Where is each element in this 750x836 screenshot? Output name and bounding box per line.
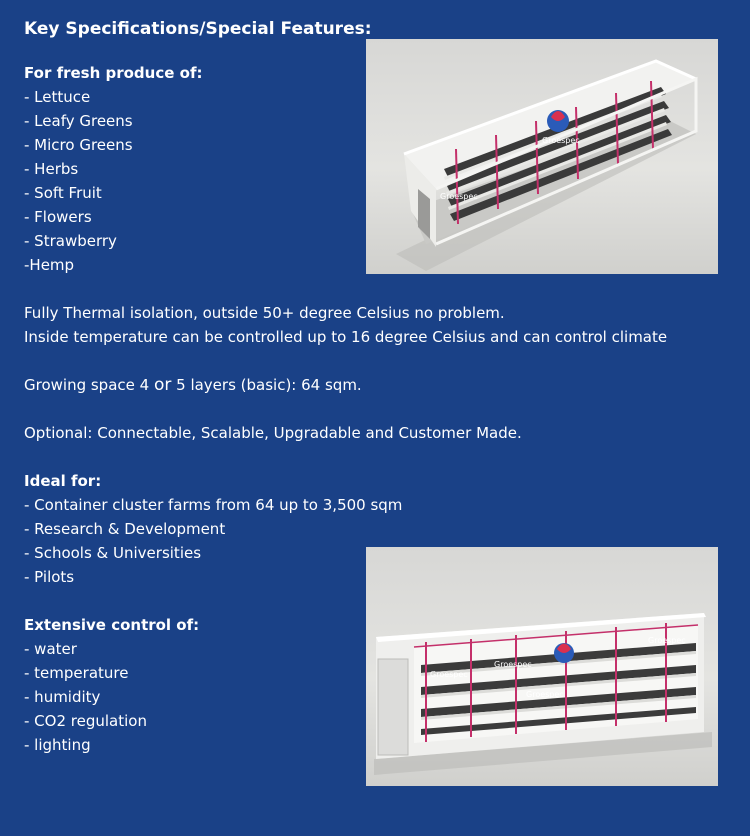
- list-item: - Strawberry: [24, 232, 117, 250]
- list-item: - Lettuce: [24, 88, 91, 106]
- container-illustration-2: [366, 547, 718, 786]
- thermal-section: [24, 301, 667, 349]
- growing-or: or: [153, 375, 172, 395]
- list-item: - Research & Development: [24, 520, 226, 538]
- produce-heading: For fresh produce of:: [24, 64, 203, 82]
- list-item: -Hemp: [24, 256, 75, 274]
- growing-pre: Growing space 4: [24, 376, 154, 394]
- list-item: - Flowers: [24, 208, 92, 226]
- optional-section: [24, 421, 522, 445]
- control-section: [24, 613, 199, 757]
- thermal-line-2: Inside temperature can be controlled up to 16 degree Celsius and can control climate: [24, 328, 668, 346]
- list-item: - Leafy Greens: [24, 112, 133, 130]
- growing-post: 5 layers (basic): 64 sqm.: [171, 376, 362, 394]
- ideal-heading: Ideal for:: [24, 472, 102, 490]
- brand-text: Groespec: [542, 136, 580, 145]
- list-item: - temperature: [24, 664, 129, 682]
- list-item: - Herbs: [24, 160, 79, 178]
- container-render-2: [366, 547, 718, 786]
- thermal-line-1: Fully Thermal isolation, outside 50+ degree Celsius no problem.: [24, 304, 505, 322]
- brand-text: Groespec: [526, 690, 564, 699]
- optional-line: Optional: Connectable, Scalable, Upgradable and Customer Made.: [24, 424, 522, 442]
- list-item: - CO2 regulation: [24, 712, 147, 730]
- brand-text: Groespec: [494, 660, 532, 669]
- brand-text: Groespec: [430, 670, 468, 679]
- brand-text: Groespec: [440, 192, 478, 201]
- growing-space-line: [24, 373, 362, 397]
- brand-text: Groespec: [648, 636, 686, 645]
- growing-space-section: [24, 373, 362, 397]
- page-title: Key Specifications/Special Features:: [24, 19, 372, 39]
- container-render-1: [366, 39, 718, 274]
- container-illustration-1: [366, 39, 718, 274]
- list-item: - Container cluster farms from 64 up to 3,500 sqm: [24, 496, 403, 514]
- list-item: - Pilots: [24, 568, 75, 586]
- control-heading: Extensive control of:: [24, 616, 200, 634]
- produce-section: [24, 61, 202, 277]
- list-item: - Micro Greens: [24, 136, 133, 154]
- list-item: - humidity: [24, 688, 101, 706]
- brand-logo-icon: [554, 643, 574, 663]
- list-item: - lighting: [24, 736, 91, 754]
- list-item: - water: [24, 640, 77, 658]
- list-item: - Schools & Universities: [24, 544, 202, 562]
- list-item: - Soft Fruit: [24, 184, 102, 202]
- ideal-section: [24, 469, 402, 589]
- brand-logo-icon: [547, 110, 569, 132]
